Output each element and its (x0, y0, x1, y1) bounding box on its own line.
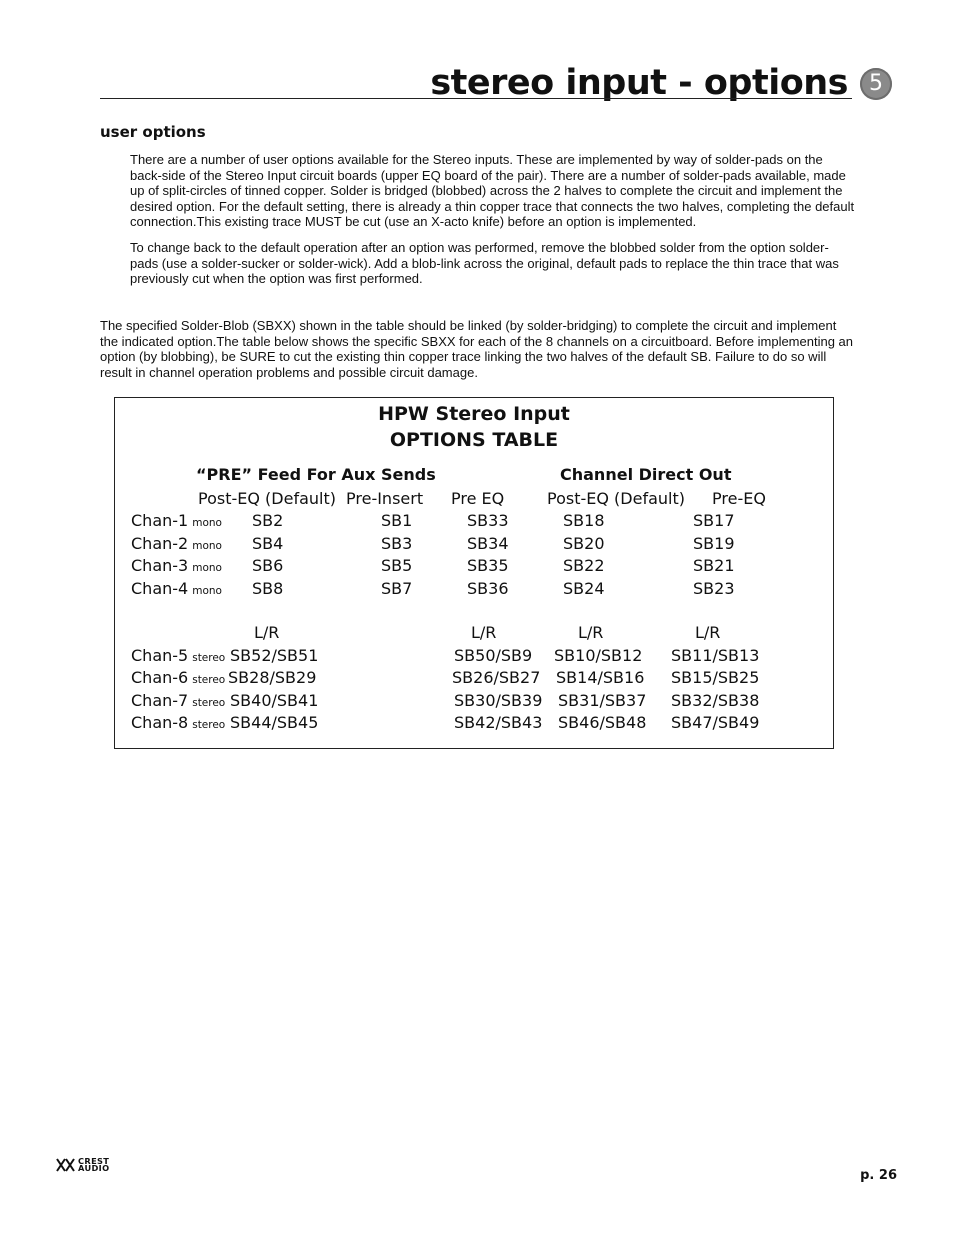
table-cell: SB34 (467, 534, 509, 553)
table-cell: SB36 (467, 579, 509, 598)
lr-label: L/R (471, 623, 497, 642)
header-rule (100, 98, 852, 99)
table-cell: SB33 (467, 511, 509, 530)
channel-label: Chan-3 mono (131, 556, 222, 575)
channel-label: Chan-6 stereo (131, 668, 226, 687)
channel-label: Chan-7 stereo (131, 691, 226, 710)
table-cell: SB1 (381, 511, 413, 530)
table-cell: SB21 (693, 556, 735, 575)
intro-paragraph: There are a number of user options available for the Stereo inputs. These are implemented by way of solder-pads on the back-side of the Stereo Input circuit boards (upper EQ board of the pair). There are a number of solder-pads available, made up of split-circles of tinned copper. Solder is bridged (blobbed) across the 2 halves to complete the circuit and implement the desired option. For the default setting, there is already a thin copper trace that connects the two halves, completing the default connection.This existing trace MUST be cut (use an X-acto knife) before an option is implemented. (130, 152, 855, 229)
table-cell: SB3 (381, 534, 413, 553)
table-cell: SB52/SB51 (230, 646, 319, 665)
page-title: stereo input - options (430, 63, 848, 103)
table-cell: SB5 (381, 556, 413, 575)
table-cell: SB7 (381, 579, 413, 598)
table-cell: SB46/SB48 (558, 713, 647, 732)
table-cell: SB10/SB12 (554, 646, 643, 665)
table-cell: SB42/SB43 (454, 713, 543, 732)
column-header: Post-EQ (Default) (198, 489, 336, 508)
table-cell: SB15/SB25 (671, 668, 760, 687)
channel-label: Chan-5 stereo (131, 646, 226, 665)
table-cell: SB50/SB9 (454, 646, 533, 665)
crest-logo-icon (56, 1157, 76, 1173)
table-cell: SB26/SB27 (452, 668, 541, 687)
table-cell: SB47/SB49 (671, 713, 760, 732)
chapter-number-badge: 5 (860, 68, 892, 100)
table-cell: SB32/SB38 (671, 691, 760, 710)
table-cell: SB31/SB37 (558, 691, 647, 710)
group-heading-direct-out: Channel Direct Out (560, 465, 732, 484)
table-cell: SB6 (252, 556, 284, 575)
table-subtitle: OPTIONS TABLE (389, 429, 559, 451)
channel-label: Chan-1 mono (131, 511, 222, 530)
table-cell: SB11/SB13 (671, 646, 760, 665)
table-cell: SB40/SB41 (230, 691, 319, 710)
lr-label: L/R (695, 623, 721, 642)
column-header: Pre EQ (451, 489, 505, 508)
column-header: Pre-EQ (712, 489, 766, 508)
table-cell: SB28/SB29 (228, 668, 317, 687)
column-header: Pre-Insert (346, 489, 424, 508)
page-number: p. 26 (860, 1168, 897, 1183)
group-heading-pre-feed: “PRE” Feed For Aux Sends (196, 465, 436, 484)
table-cell: SB2 (252, 511, 284, 530)
table-cell: SB20 (563, 534, 605, 553)
table-title: HPW Stereo Input (378, 403, 570, 425)
table-cell: SB22 (563, 556, 605, 575)
table-cell: SB30/SB39 (454, 691, 543, 710)
solder-blob-paragraph: The specified Solder-Blob (SBXX) shown in the table should be linked (by solder-bridging) to complete the circuit and implement the indicated option.The table below shows the specific SBXX for each of the 8 channels on a circuitboard. Before implementing an option (by blobbing), be SURE to cut the existing thin copper trace linking the two halves of the default SB. Failure to do so will result in channel operation problems and possible circuit damage. (100, 318, 854, 380)
table-cell: SB19 (693, 534, 735, 553)
options-table-box (114, 397, 834, 749)
table-cell: SB8 (252, 579, 284, 598)
table-cell: SB4 (252, 534, 284, 553)
logo-text-line2: AUDIO (78, 1164, 110, 1173)
crest-audio-logo (56, 1156, 110, 1173)
table-cell: SB17 (693, 511, 735, 530)
channel-label: Chan-8 stereo (131, 713, 226, 732)
table-cell: SB23 (693, 579, 735, 598)
table-cell: SB18 (563, 511, 605, 530)
table-cell: SB35 (467, 556, 509, 575)
lr-label: L/R (578, 623, 604, 642)
logo-text-line1: CREST (78, 1156, 110, 1166)
lr-label: L/R (254, 623, 280, 642)
channel-label: Chan-4 mono (131, 579, 222, 598)
table-cell: SB44/SB45 (230, 713, 319, 732)
table-cell: SB14/SB16 (556, 668, 645, 687)
column-header: Post-EQ (Default) (547, 489, 685, 508)
table-cell: SB24 (563, 579, 605, 598)
section-heading: user options (100, 123, 206, 141)
revert-paragraph: To change back to the default operation after an option was performed, remove the blobbed solder from the option solder-pads (use a solder-sucker or solder-wick). Add a blob-link across the original, default pads to replace the thin trace that was previously cut when the option was first performed. (130, 240, 839, 286)
channel-label: Chan-2 mono (131, 534, 222, 553)
